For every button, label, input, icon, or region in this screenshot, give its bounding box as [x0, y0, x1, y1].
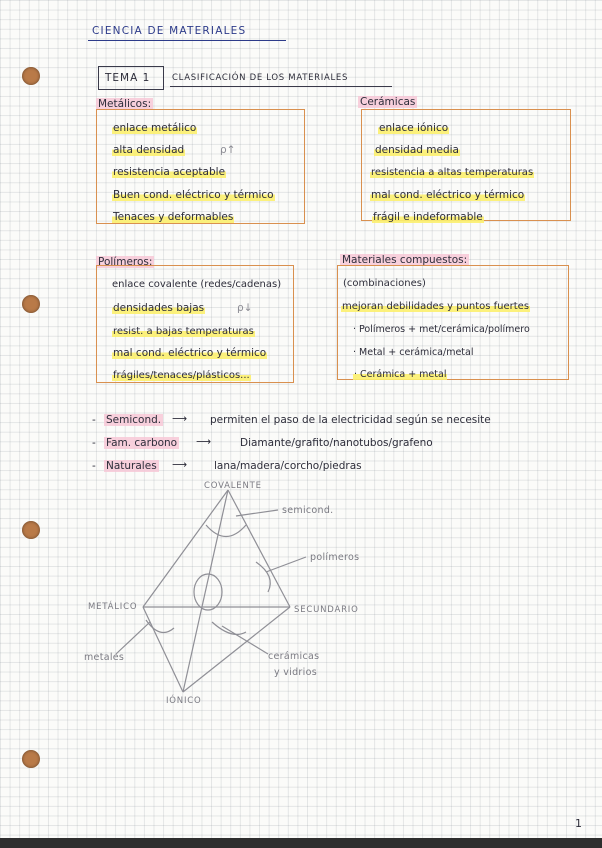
label-vidrios: y vidrios [274, 667, 317, 678]
arrow-icon: ⟶ [172, 459, 188, 471]
pointer-line [236, 510, 278, 516]
extra-desc: permiten el paso de la electricidad según se necesite [210, 414, 491, 426]
compuestos-item: · Polímeros + met/cerámica/polímero [353, 324, 530, 335]
photo-bottom-edge [0, 838, 602, 848]
extra-term: Naturales [106, 460, 157, 472]
polimeros-density-symbol: ρ↓ [237, 302, 253, 314]
tema-subtitle: CLASIFICACIÓN DE LOS MATERIALES [172, 73, 349, 83]
extra-dash: - [92, 460, 96, 472]
extra-dash: - [92, 414, 96, 426]
arrow-icon: ⟶ [196, 436, 212, 448]
compuestos-item: · Cerámica + metal [354, 369, 447, 380]
ceramicas-item: enlace iónico [379, 122, 449, 134]
label-covalente: COVALENTE [204, 481, 262, 491]
compuestos-item: (combinaciones) [343, 278, 426, 289]
compuestos-heading: Materiales compuestos: [342, 254, 468, 266]
compuestos-item: mejoran debilidades y puntos fuertes [342, 301, 530, 312]
metalicos-density-symbol: ρ↑ [220, 144, 236, 156]
ceramicas-item: frágil e indeformable [373, 211, 483, 223]
label-semicond: semicond. [282, 505, 334, 516]
tetra-edge [143, 607, 183, 692]
page-title: CIENCIA DE MATERIALES [92, 25, 247, 37]
metalicos-item: resistencia aceptable [113, 166, 226, 178]
ceramicas-item: resistencia a altas temperaturas [371, 167, 534, 178]
ceramicas-item: mal cond. eléctrico y térmico [371, 189, 525, 201]
label-ceramicas: cerámicas [268, 651, 320, 662]
compuestos-item: · Metal + cerámica/metal [353, 347, 474, 358]
polimeros-item: enlace covalente (redes/cadenas) [112, 279, 282, 290]
polimeros-item: densidades bajas [113, 302, 205, 314]
ceramicas-region [212, 622, 246, 634]
page-number: 1 [575, 817, 582, 830]
label-metales: metales [84, 652, 125, 663]
pointer-line [116, 622, 150, 654]
label-polimeros: polímeros [310, 552, 360, 563]
polimeros-item: resist. a bajas temperaturas [113, 326, 254, 337]
tetra-edge [228, 490, 290, 607]
polimeros-heading: Polímeros: [98, 256, 153, 268]
ceramicas-item: densidad media [375, 144, 459, 156]
extra-dash: - [92, 437, 96, 449]
extra-desc: Diamante/grafito/nanotubos/grafeno [240, 437, 433, 449]
label-metalico: METÁLICO [88, 602, 138, 612]
pointer-line [266, 557, 306, 572]
extra-term: Semicond. [106, 414, 162, 426]
arrow-icon: ⟶ [172, 413, 188, 425]
tema-label: TEMA 1 [105, 72, 151, 84]
metalicos-item: enlace metálico [113, 122, 197, 134]
label-ionico: IÓNICO [166, 696, 202, 706]
ceramicas-heading: Cerámicas [360, 96, 416, 108]
polimeros-item: mal cond. eléctrico y térmico [113, 347, 267, 359]
metalicos-heading: Metálicos: [98, 98, 152, 110]
metalicos-item: alta densidad [113, 144, 185, 156]
extra-term: Fam. carbono [106, 437, 178, 449]
polimeros-item: frágiles/tenaces/plásticos... [113, 370, 250, 381]
metalicos-item: Buen cond. eléctrico y térmico [113, 189, 274, 201]
label-secundario: SECUNDARIO [294, 605, 359, 615]
semicond-region [206, 525, 246, 537]
extra-desc: lana/madera/corcho/piedras [214, 460, 362, 472]
metalicos-item: Tenaces y deformables [113, 211, 234, 223]
